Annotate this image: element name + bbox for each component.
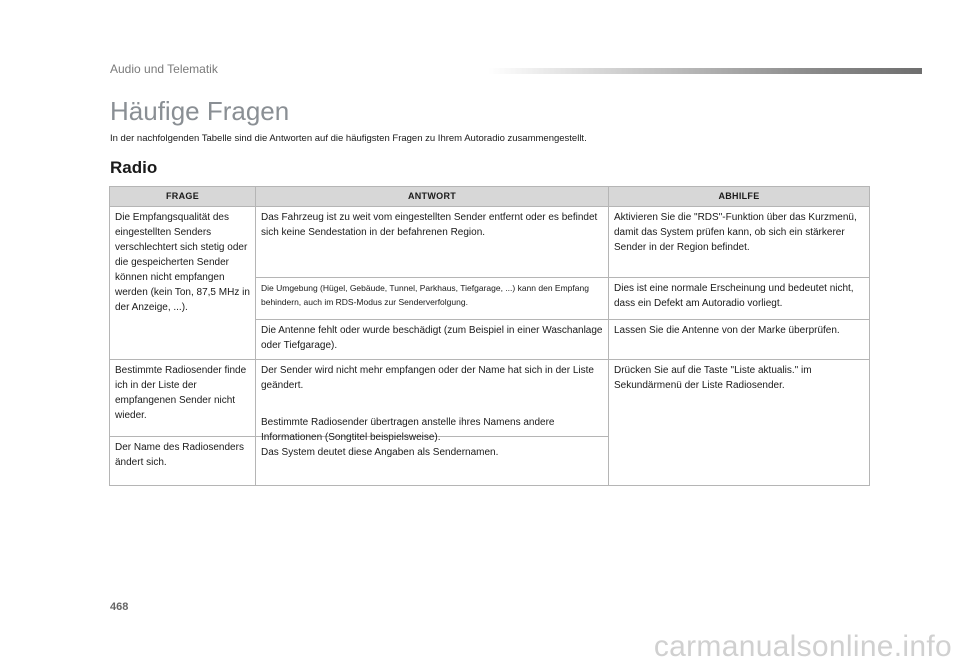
answer-cell xyxy=(256,415,609,464)
section-header: Audio und Telematik xyxy=(110,62,218,76)
table-row xyxy=(110,207,870,278)
section-subtitle: Radio xyxy=(110,158,158,177)
remedy-cell: Aktivieren Sie die "RDS"-Funktion über das Kurzmenü, damit das System prüfen kann, ob sich ein stärkerer Sender in der Region befindet. xyxy=(609,207,870,278)
remedy-cell: Dies ist eine normale Erscheinung und bedeutet nicht, dass ein Defekt am Autoradio vorliegt. xyxy=(609,278,870,320)
answer-cell: Die Umgebung (Hügel, Gebäude, Tunnel, Parkhaus, Tiefgarage, ...) kann den Empfang behindern, auch im RDS-Modus zur Senderverfolgung. xyxy=(256,278,609,320)
column-header-remedy: ABHILFE xyxy=(609,187,870,207)
answer-cell: Die Antenne fehlt oder wurde beschädigt (zum Beispiel in einer Waschanlage oder Tiefgarage). xyxy=(256,320,609,360)
remedy-cell: Drücken Sie auf die Taste "Liste aktualis." im Sekundärmenü der Liste Radiosender. xyxy=(609,360,870,486)
question-cell: Der Name des Radiosenders ändert sich. xyxy=(110,437,256,486)
table-header-row xyxy=(110,187,870,207)
page-number: 468 xyxy=(110,601,129,613)
faq-table xyxy=(109,186,870,486)
header-rule xyxy=(488,68,922,74)
answer-line: Bestimmte Radiosender übertragen anstelle ihres Namens andere Informationen (Songtitel beispielsweise). xyxy=(261,417,555,443)
question-cell: Die Empfangsqualität des eingestellten Senders verschlechtert sich stetig oder die gespeicherten Sender können nicht empfangen werden (kein Ton, 87,5 MHz in der Anzeige, ...). xyxy=(110,207,256,360)
question-cell: Bestimmte Radiosender finde ich in der Liste der empfangenen Sender nicht wieder. xyxy=(110,360,256,437)
remedy-cell: Lassen Sie die Antenne von der Marke überprüfen. xyxy=(609,320,870,360)
page-title: Häufige Fragen xyxy=(110,96,290,126)
column-header-question: FRAGE xyxy=(110,187,256,207)
column-header-answer: ANTWORT xyxy=(256,187,609,207)
answer-line: Das System deutet diese Angaben als Sendernamen. xyxy=(261,447,499,458)
answer-cell: Der Sender wird nicht mehr empfangen oder der Name hat sich in der Liste geändert. xyxy=(256,360,609,437)
watermark: carmanualsonline.info xyxy=(653,630,952,663)
intro-text: In der nachfolgenden Tabelle sind die Antworten auf die häufigsten Fragen zu Ihrem Autoradio zusammengestellt. xyxy=(110,133,587,144)
answer-cell: Das Fahrzeug ist zu weit vom eingestellten Sender entfernt oder es befindet sich keine Sendestation in der befahrenen Region. xyxy=(256,207,609,278)
